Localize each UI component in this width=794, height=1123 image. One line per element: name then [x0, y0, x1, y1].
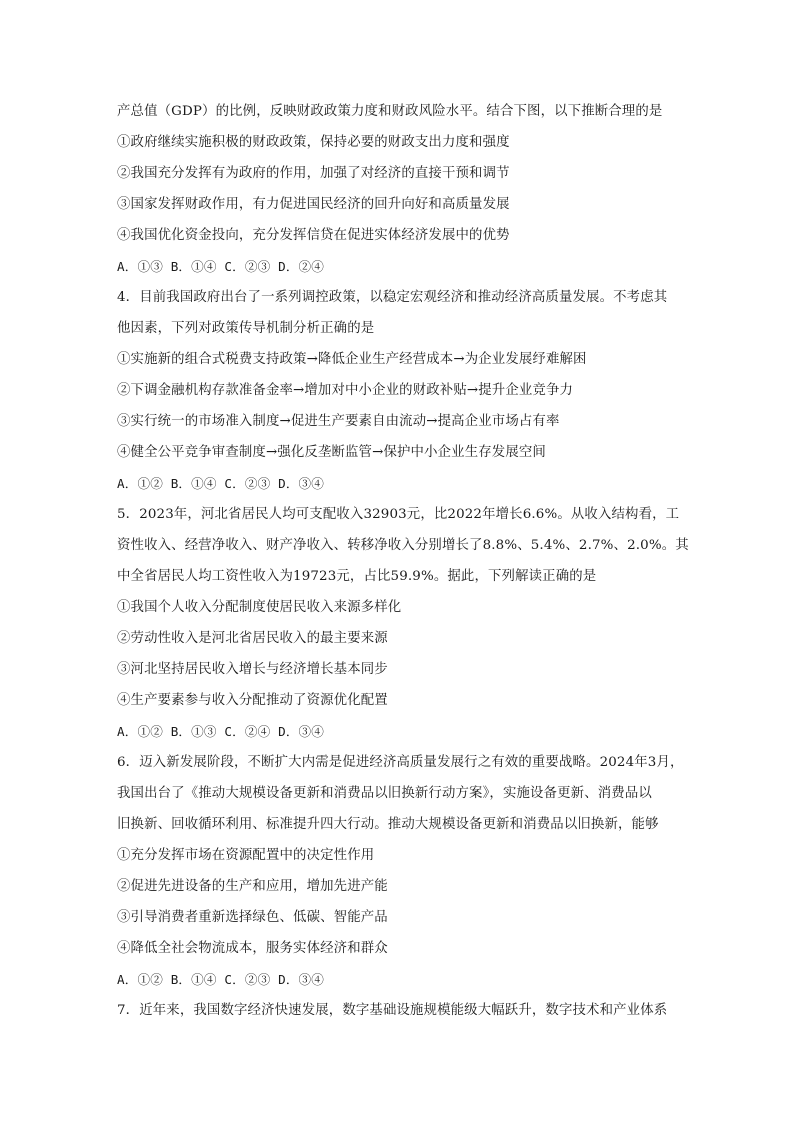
statement-item: ①充分发挥市场在资源配置中的决定性作用: [117, 848, 375, 863]
question-stem-line: 7．近年来，我国数字经济快速发展，数字基础设施规模能级大幅跃升，数字技术和产业体系: [117, 1003, 668, 1018]
statement-item: ①实施新的组合式税费支持政策→降低企业生产经营成本→为企业发展纾难解困: [117, 352, 587, 367]
question-stem-line: 5．2023年，河北省居民人均可支配收入32903元，比2022年增长6.6%。从收入结构看，工: [117, 507, 680, 522]
statement-item: ④生产要素参与收入分配推动了资源优化配置: [117, 693, 388, 708]
statement-item: ①我国个人收入分配制度使居民收入来源多样化: [117, 600, 402, 615]
statement-item: ③国家发挥财政作用，有力促进国民经济的回升向好和高质量发展: [117, 197, 510, 212]
page-content: [117, 96, 689, 1026]
statement-item: ④降低全社会物流成本，服务实体经济和群众: [117, 941, 388, 956]
statement-item: ③实行统一的市场准入制度→促进生产要素自由流动→提高企业市场占有率: [117, 414, 560, 429]
statement-item: ②促进先进设备的生产和应用，增加先进产能: [117, 879, 388, 894]
statement-item: ②下调金融机构存款准备金率→增加对中小企业的财政补贴→提升企业竞争力: [117, 383, 574, 398]
question-stem-line: 6．迈入新发展阶段，不断扩大内需是促进经济高质量发展行之有效的重要战略。2024年3月，: [117, 755, 684, 770]
answer-options: A．①② B．①④ C．②③ D．③④: [117, 972, 325, 987]
question-stem-line: 我国出台了《推动大规模设备更新和消费品以旧换新行动方案》，实施设备更新、消费品以: [117, 786, 652, 801]
statement-item: ①政府继续实施积极的财政政策，保持必要的财政支出力度和强度: [117, 135, 510, 150]
question-stem-line: 中全省居民人均工资性收入为19723元，占比59.9%。据此，下列解读正确的是: [117, 569, 597, 584]
statement-item: ④健全公平竞争审查制度→强化反垄断监管→保护中小企业生存发展空间: [117, 445, 546, 460]
statement-item: ③引导消费者重新选择绿色、低碳、智能产品: [117, 910, 388, 925]
question-stem-line: 4．目前我国政府出台了一系列调控政策，以稳定宏观经济和推动经济高质量发展。不考虑其: [117, 290, 668, 305]
statement-item: ②劳动性收入是河北省居民收入的最主要来源: [117, 631, 388, 646]
question-stem-line: 旧换新、回收循环利用、标准提升四大行动。推动大规模设备更新和消费品以旧换新，能够: [117, 817, 659, 832]
question-stem-line: 产总值（GDP）的比例，反映财政政策力度和财政风险水平。结合下图，以下推断合理的是: [117, 104, 663, 119]
question-stem-line: 资性收入、经营净收入、财产净收入、转移净收入分别增长了8.8%、5.4%、2.7%、2.0%。其: [117, 538, 689, 553]
question-stem-line: 他因素，下列对政策传导机制分析正确的是: [117, 321, 375, 336]
statement-item: ④我国优化资金投向，充分发挥信贷在促进实体经济发展中的优势: [117, 228, 510, 243]
answer-options: A．①② B．①④ C．②③ D．③④: [117, 476, 325, 491]
answer-options: A．①③ B．①④ C．②③ D．②④: [117, 259, 325, 274]
statement-item: ③河北坚持居民收入增长与经济增长基本同步: [117, 662, 388, 677]
statement-item: ②我国充分发挥有为政府的作用，加强了对经济的直接干预和调节: [117, 166, 510, 181]
answer-options: A．①② B．①③ C．②④ D．③④: [117, 724, 325, 739]
